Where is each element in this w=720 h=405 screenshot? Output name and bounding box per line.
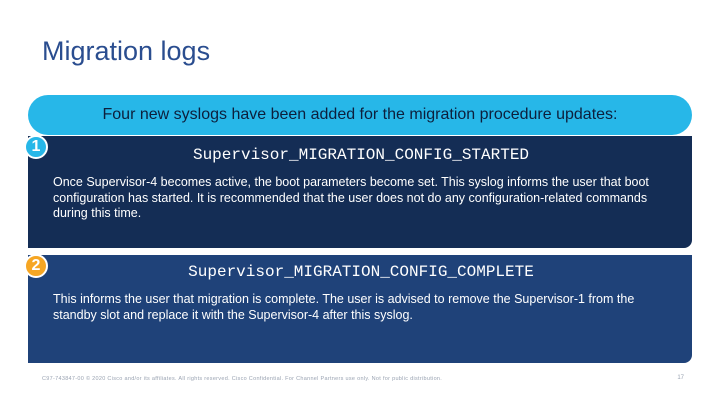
number-badge-2: 2 xyxy=(24,254,48,278)
page-number: 17 xyxy=(677,375,684,381)
syslog-card-2 xyxy=(28,255,692,363)
number-badge-1: 1 xyxy=(24,135,48,159)
syslog-description: This informs the user that migration is complete. The user is advised to remove the Supervisor-1 from the standby slot and replace it with the Supervisor-4 after this syslog. xyxy=(53,292,635,322)
syslog-card-1 xyxy=(28,136,692,248)
banner-text: Four new syslogs have been added for the migration procedure updates: xyxy=(102,105,618,123)
syslog-name: Supervisor_MIGRATION_CONFIG_COMPLETE xyxy=(188,263,534,281)
slide-title: Migration logs xyxy=(42,36,211,66)
footer-copyright: C97-743847-00 © 2020 Cisco and/or its affiliates. All rights reserved. Cisco Confidential. For Channel Partners use only. Not for public distribution. xyxy=(42,376,443,382)
summary-banner xyxy=(28,95,692,135)
syslog-name: Supervisor_MIGRATION_CONFIG_STARTED xyxy=(192,146,530,164)
syslog-description: Once Supervisor-4 becomes active, the boot parameters become set. This syslog informs the user that boot configuration has started. It is recommended that the user does not do any configuration-related commands during this time. xyxy=(53,175,649,220)
